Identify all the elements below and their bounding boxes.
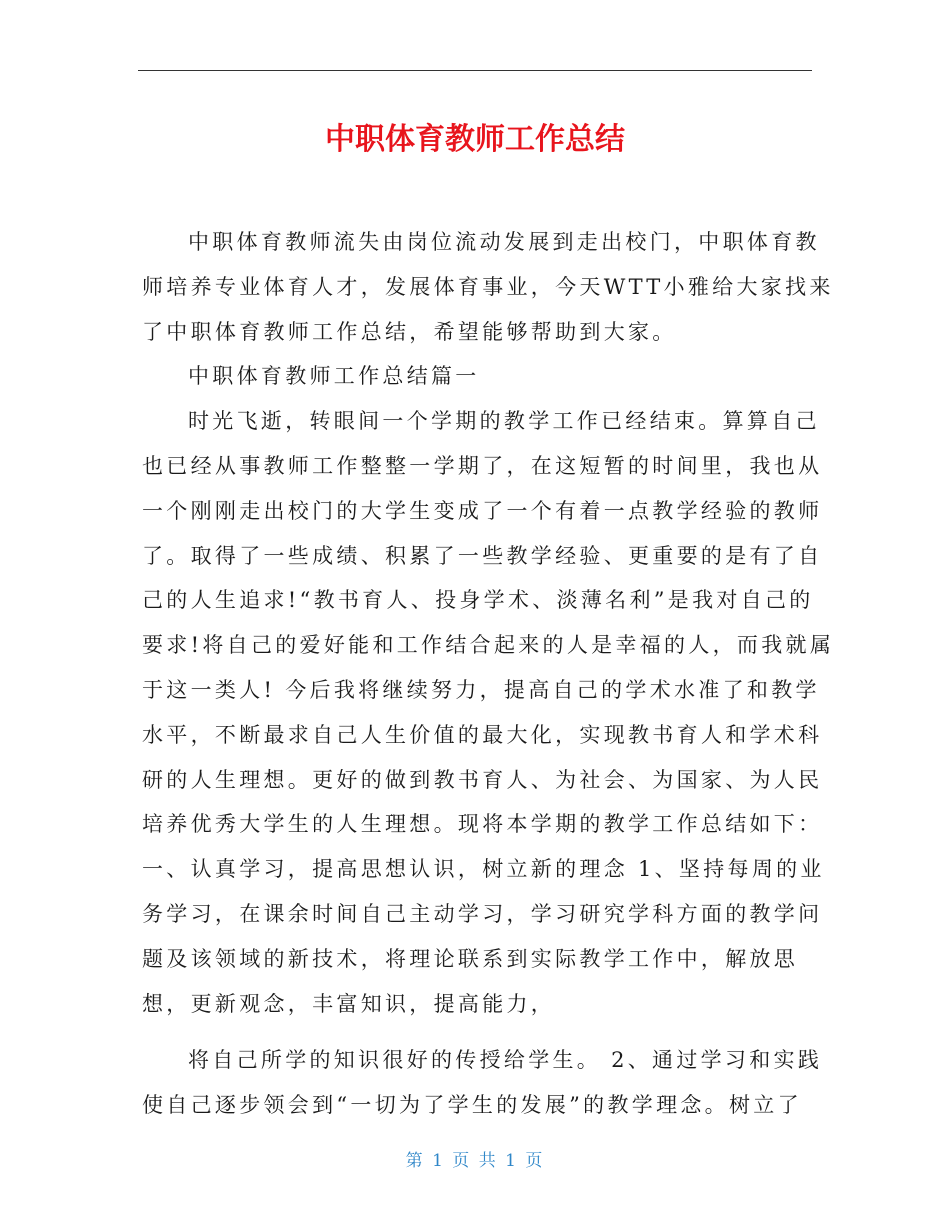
body-line: 使自己逐步领会到“一切为了学生的发展”的教学理念。树立了 bbox=[142, 1093, 802, 1118]
document-body bbox=[142, 220, 835, 1128]
body-line: 中职体育教师流失由岗位流动发展到走出校门，中职体育教 bbox=[188, 230, 820, 254]
body-line: 培养优秀大学生的人生理想。现将本学期的教学工作总结如下： bbox=[142, 812, 823, 837]
body-line: 要求!将自己的爱好能和工作结合起来的人是幸福的人，而我就属 bbox=[142, 633, 835, 658]
body-line: 务学习，在课余时间自己主动学习，学习研究学科方面的教学问 bbox=[142, 901, 823, 926]
body-line: 一个刚刚走出校门的大学生变成了一个有着一点教学经验的教师 bbox=[142, 498, 823, 523]
body-line: 也已经从事教师工作整整一学期了，在这短暂的时间里，我也从 bbox=[142, 453, 823, 478]
body-line: 一、认真学习，提高思想认识，树立新的理念 1、坚持每周的业 bbox=[142, 857, 825, 882]
body-line: 水平，不断最求自己人生价值的最大化，实现教书育人和学术科 bbox=[142, 722, 823, 747]
body-line: 研的人生理想。更好的做到教书育人、为社会、为国家、为人民 bbox=[142, 767, 823, 792]
body-line: 想，更新观念，丰富知识，提高能力， bbox=[142, 991, 556, 1016]
body-line: 了中职体育教师工作总结，希望能够帮助到大家。 bbox=[142, 319, 677, 344]
body-line: 了。取得了一些成绩、积累了一些教学经验、更重要的是有了自 bbox=[142, 543, 823, 568]
body-line: 将自己所学的知识很好的传授给学生。 2、通过学习和实践 bbox=[188, 1048, 823, 1073]
section-heading: 中职体育教师工作总结篇一 bbox=[188, 364, 480, 389]
body-line: 于这一类人! 今后我将继续努力，提高自己的学术水准了和教学 bbox=[142, 677, 820, 702]
body-line: 时光飞逝，转眼间一个学期的教学工作已经结束。算算自己 bbox=[188, 409, 820, 434]
header-rule bbox=[138, 70, 812, 71]
body-line: 题及该领域的新技术，将理论联系到实际教学工作中，解放思 bbox=[142, 946, 799, 971]
document-title: 中职体育教师工作总结 bbox=[325, 122, 625, 157]
body-line: 师培养专业体育人才，发展体育事业，今天WTT小雅给大家找来 bbox=[142, 274, 834, 299]
page-number-footer: 第 1 页 共 1 页 bbox=[405, 1151, 545, 1171]
body-line: 己的人生追求!“教书育人、投身学术、淡薄名利”是我对自己的 bbox=[142, 588, 814, 613]
